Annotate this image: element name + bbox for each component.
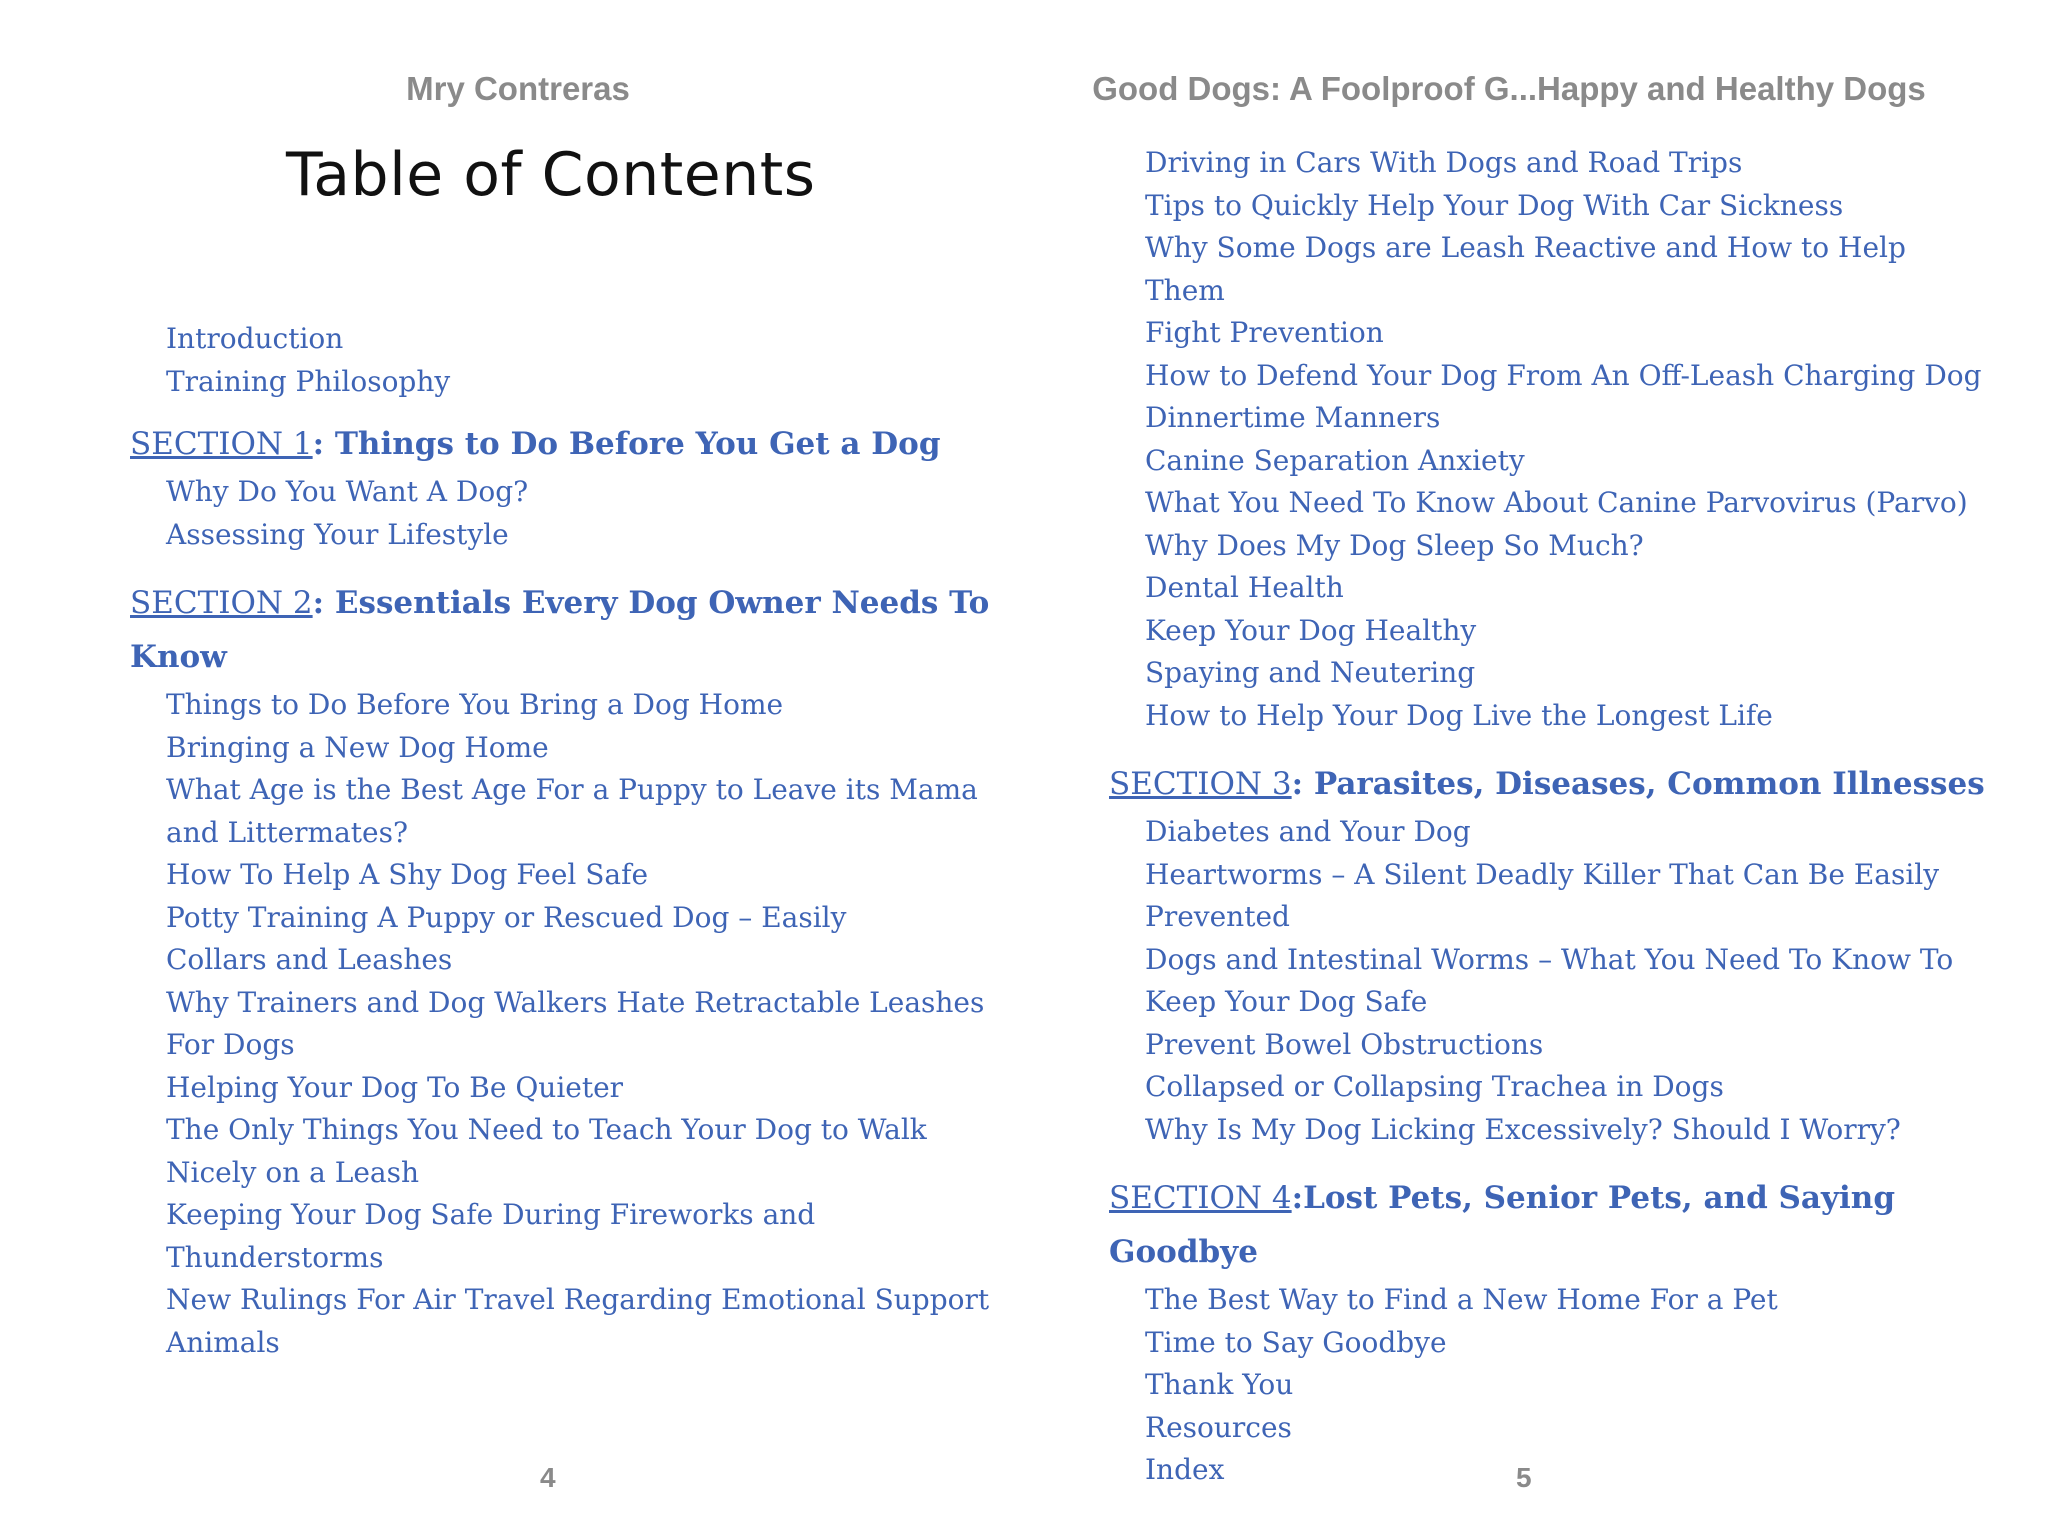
toc-section-3-link[interactable]: SECTION 3	[1109, 766, 1292, 802]
toc-link[interactable]: What Age is the Best Age For a Puppy to Leave its Mama and Littermates?	[166, 773, 978, 849]
toc-left-column	[130, 318, 990, 1364]
toc-link[interactable]: Index	[1145, 1453, 1225, 1486]
page-number-right: 5	[1516, 1462, 1532, 1493]
toc-link[interactable]: Spaying and Neutering	[1145, 656, 1476, 689]
toc-link[interactable]: Collars and Leashes	[166, 943, 453, 976]
toc-link[interactable]: Dogs and Intestinal Worms – What You Need To Know To Keep Your Dog Safe	[1145, 942, 1954, 1018]
toc-link[interactable]: Assessing Your Lifestyle	[166, 517, 509, 551]
toc-link[interactable]: Why Does My Dog Sleep So Much?	[1145, 528, 1644, 562]
toc-right-column	[1109, 142, 1989, 1492]
toc-section-2-title: : Essentials Every Dog Owner Needs To Know	[130, 585, 990, 675]
toc-link-introduction[interactable]: Introduction	[166, 322, 344, 355]
toc-link[interactable]: Dental Health	[1145, 571, 1344, 604]
book-title-running-head: Good Dogs: A Foolproof G...Happy and Healthy Dogs	[1092, 70, 1926, 107]
toc-section-2-link[interactable]: SECTION 2	[130, 585, 313, 621]
toc-title: Table of Contents	[286, 140, 816, 210]
toc-link[interactable]: Dinnertime Manners	[1145, 401, 1441, 434]
toc-link[interactable]: New Rulings For Air Travel Regarding Emotional Support Animals	[166, 1283, 990, 1359]
toc-link[interactable]: What You Need To Know About Canine Parvovirus (Parvo)	[1145, 486, 1968, 519]
toc-link[interactable]: The Best Way to Find a New Home For a Pet	[1145, 1283, 1778, 1316]
toc-link[interactable]: Helping Your Dog To Be Quieter	[166, 1070, 624, 1104]
toc-link[interactable]: How To Help A Shy Dog Feel Safe	[166, 858, 649, 891]
toc-link[interactable]: Canine Separation Anxiety	[1145, 443, 1525, 477]
toc-link[interactable]: Why Trainers and Dog Walkers Hate Retractable Leashes For Dogs	[166, 985, 985, 1061]
toc-link[interactable]: How to Help Your Dog Live the Longest Life	[1145, 698, 1773, 732]
toc-link[interactable]: Collapsed or Collapsing Trachea in Dogs	[1145, 1070, 1724, 1103]
toc-link[interactable]: How to Defend Your Dog From An Off-Leash Charging Dog	[1145, 358, 1982, 392]
toc-link-training-philosophy[interactable]: Training Philosophy	[166, 364, 451, 398]
toc-link[interactable]: Prevent Bowel Obstructions	[1145, 1027, 1544, 1061]
toc-link[interactable]: Fight Prevention	[1145, 316, 1384, 349]
toc-section-4-heading	[1109, 1171, 1989, 1279]
toc-link[interactable]: Potty Training A Puppy or Rescued Dog – Easily	[166, 900, 847, 934]
toc-link[interactable]: Time to Say Goodbye	[1145, 1325, 1447, 1359]
toc-link[interactable]: Thank You	[1145, 1368, 1294, 1401]
toc-link[interactable]: Driving in Cars With Dogs and Road Trips	[1145, 146, 1743, 179]
toc-link[interactable]: The Only Things You Need to Teach Your Dog to Walk Nicely on a Leash	[166, 1113, 927, 1189]
toc-link[interactable]: Tips to Quickly Help Your Dog With Car Sickness	[1145, 188, 1844, 222]
author-running-head: Mry Contreras	[406, 70, 630, 107]
toc-section-2-heading	[130, 576, 990, 684]
toc-section-1-link[interactable]: SECTION 1	[130, 426, 313, 462]
toc-section-3-title: : Parasites, Diseases, Common Illnesses	[1291, 766, 1985, 802]
toc-link[interactable]: Keep Your Dog Healthy	[1145, 613, 1477, 647]
right-page	[1024, 0, 2048, 1536]
toc-link[interactable]: Things to Do Before You Bring a Dog Home	[166, 688, 784, 721]
toc-link[interactable]: Why Is My Dog Licking Excessively? Should I Worry?	[1145, 1112, 1901, 1146]
toc-section-1-title: : Things to Do Before You Get a Dog	[312, 426, 941, 462]
toc-link[interactable]: Why Do You Want A Dog?	[166, 475, 529, 508]
toc-link[interactable]: Resources	[1145, 1410, 1292, 1444]
toc-link[interactable]: Keeping Your Dog Safe During Fireworks and Thunderstorms	[166, 1198, 816, 1274]
toc-section-3-heading	[1109, 757, 1989, 811]
page-number-left: 4	[540, 1462, 556, 1493]
toc-section-4-title: :Lost Pets, Senior Pets, and Saying Goodbye	[1109, 1180, 1896, 1270]
toc-link[interactable]: Diabetes and Your Dog	[1145, 815, 1471, 848]
toc-section-4-link[interactable]: SECTION 4	[1109, 1180, 1292, 1216]
toc-link[interactable]: Bringing a New Dog Home	[166, 730, 549, 764]
toc-section-1-heading	[130, 417, 990, 471]
toc-link[interactable]: Heartworms – A Silent Deadly Killer That Can Be Easily Prevented	[1145, 857, 1940, 933]
toc-link[interactable]: Why Some Dogs are Leash Reactive and How to Help Them	[1145, 231, 1906, 307]
